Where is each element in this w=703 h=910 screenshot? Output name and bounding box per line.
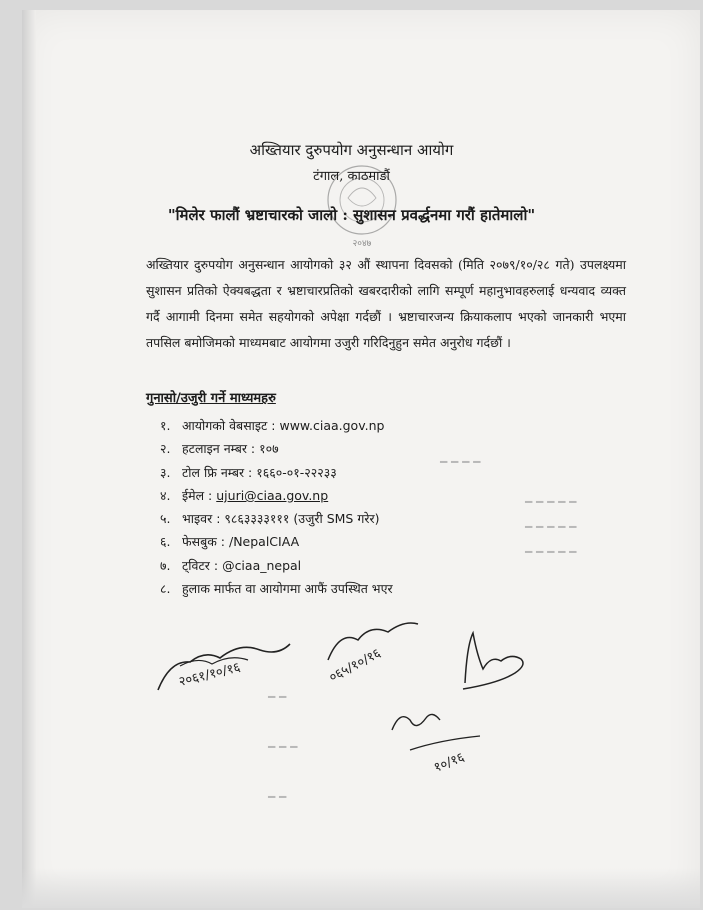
signature-1 <box>150 620 300 700</box>
item-label: टोल फ्रि नम्बर : <box>182 464 257 480</box>
list-item <box>160 554 393 577</box>
item-label: फेसबुक : <box>182 534 229 550</box>
list-item <box>160 484 393 507</box>
bleed-through: ━ ━ <box>268 690 287 704</box>
email-link[interactable]: ujuri@ciaa.gov.np <box>216 487 329 503</box>
item-label: ट्विटर : <box>182 557 223 573</box>
item-number: २. <box>160 441 171 457</box>
bleed-through: ━ ━ ━ <box>268 740 298 754</box>
list-item <box>160 437 393 460</box>
item-label: ईमेल : <box>182 487 217 503</box>
item-number: ४. <box>160 487 171 503</box>
hotline-value: १०७ <box>259 441 279 457</box>
facebook-value: /NepalCIAA <box>228 534 300 550</box>
item-number: ३. <box>160 464 171 480</box>
signature-3 <box>455 625 535 695</box>
website-value[interactable]: www.ciaa.gov.np <box>279 418 385 433</box>
signature-date: ०६५/१०/१६ <box>326 645 384 686</box>
section-title: गुनासो/उजुरी गर्ने माध्यमहरु <box>146 391 276 406</box>
slogan: "मिलेर फालौं भ्रष्टाचारको जालो : सुशासन प्रवर्द्धनमा गरौं हातेमालो" <box>167 206 536 224</box>
item-label: हटलाइन नम्बर : <box>182 441 260 457</box>
item-label: आयोगको वेबसाइट : <box>182 418 280 433</box>
bleed-through: ━ ━ ━ ━ ━ <box>525 520 577 534</box>
organization-name: अख्तियार दुरुपयोग अनुसन्धान आयोग <box>249 141 454 159</box>
item-number: ६. <box>160 534 171 550</box>
item-label: भाइवर : <box>182 511 225 527</box>
list-item <box>160 414 393 437</box>
signature-date: २०६१/१०/१६ <box>177 660 242 690</box>
bleed-through: ━ ━ ━ ━ ━ <box>525 545 577 559</box>
organization-address: टंगाल, काठमाडौं <box>313 169 390 184</box>
tollfree-value: १६६०-०१-२२२३३ <box>256 464 337 480</box>
scan-shadow-bottom <box>22 868 700 908</box>
item-label: हुलाक मार्फत वा आयोगमा आफैं उपस्थित भएर <box>182 581 393 597</box>
item-number: ७. <box>160 557 171 573</box>
list-item <box>160 530 393 553</box>
bleed-through: ━ ━ <box>268 790 287 804</box>
signature-4 <box>380 700 510 780</box>
twitter-value: @ciaa_nepal <box>222 557 302 573</box>
viber-value: ९८६३३३३१११ (उजुरी SMS गरेर) <box>224 511 380 527</box>
notice-paragraph: अख्तियार दुरुपयोग अनुसन्धान आयोगको ३२ औं स्थापना दिवसको (मिति २०७९/१०/२८ गते) उपलक्ष्यमा सुशासन प्रतिको ऐक्यबद्धता र भ्रष्टाचारप्रतिको खबरदारीको लागि सम्पूर्ण महानुभावहरुलाई धन्यवाद व्यक्त गर्दै आगामी दिनमा समेत सहयोगको अपेक्षा गर्दछौं । भ्रष्टाचारजन्य क्रियाकलाप भएको जानकारी भएमा तपसिल बमोजिमको माध्यमबाट आयोगमा उजुरी गरिदिनुहुन समेत अनुरोध गर्दछौं । <box>146 257 626 350</box>
signature-2 <box>318 610 428 690</box>
list-item <box>160 507 393 530</box>
signature-date: १०/१६ <box>431 750 467 776</box>
bleed-through: ━ ━ ━ ━ ━ <box>525 495 577 509</box>
list-item <box>160 577 393 600</box>
complaint-channels-list <box>160 414 393 600</box>
item-number: ५. <box>160 511 171 527</box>
seal-year: २०४७ <box>352 239 372 249</box>
bleed-through: ━ ━ ━ ━ <box>440 455 481 469</box>
item-number: ८. <box>160 581 171 597</box>
item-number: १. <box>160 418 171 433</box>
list-item <box>160 461 393 484</box>
